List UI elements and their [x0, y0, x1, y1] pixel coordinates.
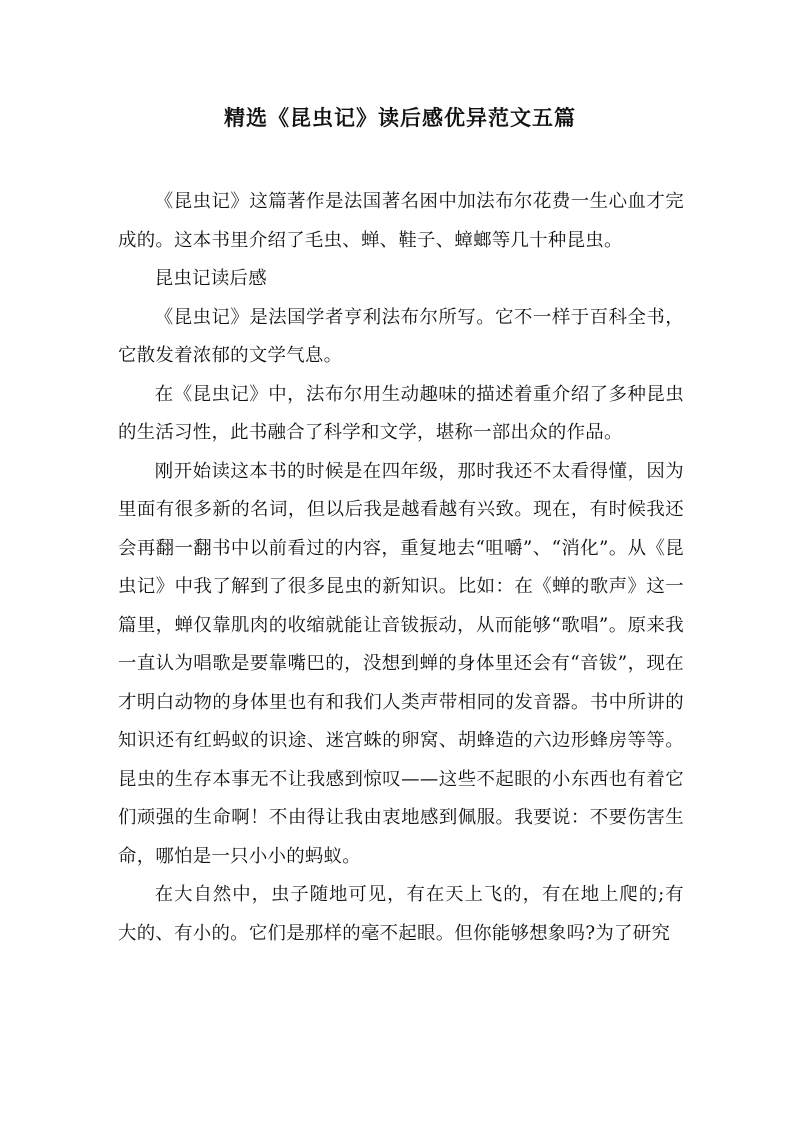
paragraph-nature: 在大自然中，虫子随地可见，有在天上飞的，有在地上爬的;有大的、有小的。它们是那样的毫不起眼。但你能够想象吗?为了研究	[118, 884, 684, 944]
paragraph-summary: 在《昆虫记》中，法布尔用生动趣味的描述着重介绍了多种昆虫的生活习性，此书融合了科学和文学，堪称一部出众的作品。	[118, 383, 684, 443]
paragraph-intro: 《昆虫记》这篇著作是法国著名困中加法布尔花费一生心血才完成的。这本书里介绍了毛虫、蝉、鞋子、蟑螂等几十种昆虫。	[118, 191, 684, 251]
paragraph-subheading: 昆虫记读后感	[154, 268, 267, 289]
paragraph-author: 《昆虫记》是法国学者亨利法布尔所写。它不一样于百科全书，它散发着浓郁的文学气息。	[118, 306, 684, 366]
document-title: 精选《昆虫记》读后感优异范文五篇	[224, 105, 576, 130]
document-body	[118, 183, 684, 953]
paragraph-reading-experience: 刚开始读这本书的时候是在四年级，那时我还不太看得懂，因为里面有很多新的名词，但以后我是越看越有兴致。现在，有时候我还会再翻一翻书中以前看过的内容，重复地去“咀嚼”、“消化”。从《昆虫记》中我了解到了很多昆虫的新知识。比如：在《蝉的歌声》这一篇里，蝉仅靠肌肉的收缩就能让音钹振动，从而能够“歌唱”。原来我一直认为唱歌是要靠嘴巴的，没想到蝉的身体里还会有“音钹”，现在才明白动物的身体里也有和我们人类声带相同的发音器。书中所讲的知识还有红蚂蚁的识途、迷宫蛛的卵窝、胡蜂造的六边形蜂房等等。昆虫的生存本事无不让我感到惊叹——这些不起眼的小东西也有着它们顽强的生命啊！不由得让我由衷地感到佩服。我要说：不要伤害生命，哪怕是一只小小的蚂蚁。	[118, 460, 684, 867]
